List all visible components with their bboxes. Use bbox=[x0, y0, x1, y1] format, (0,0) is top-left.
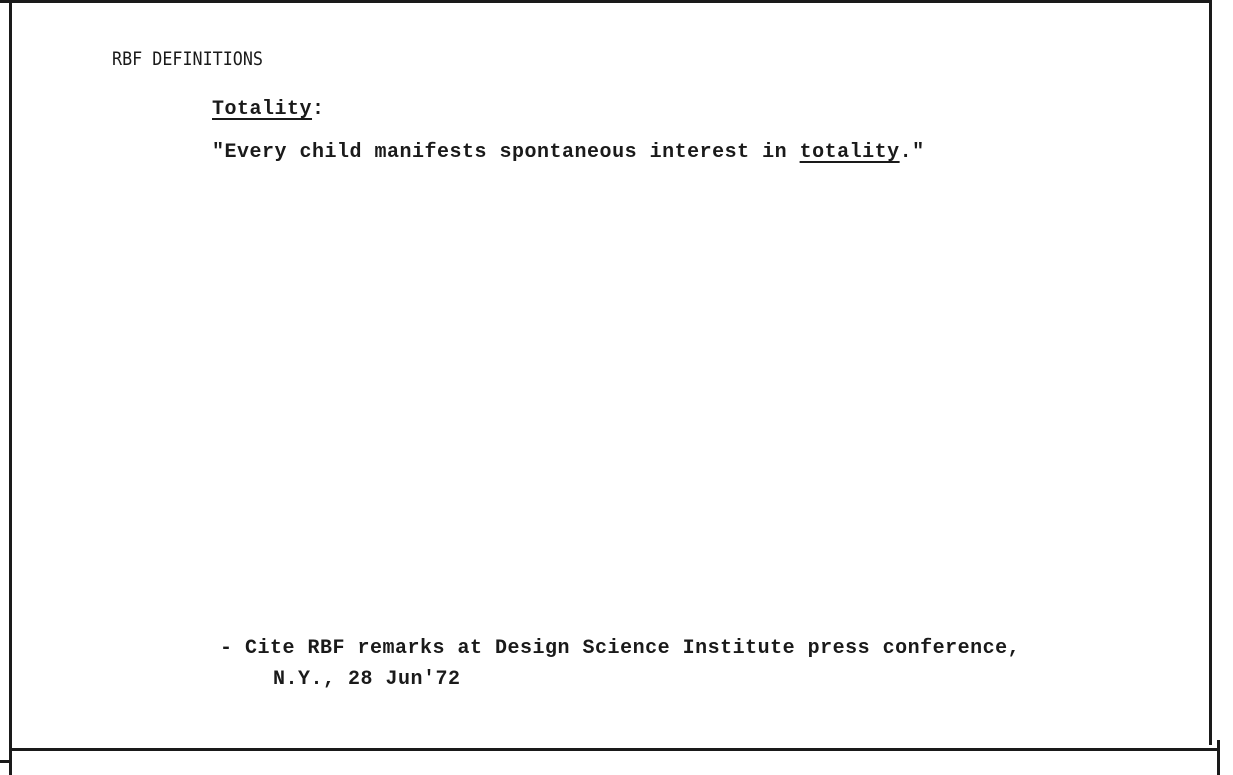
next-card-top-edge bbox=[0, 760, 12, 763]
citation-line-1: - Cite RBF remarks at Design Science Institute press conference, bbox=[220, 637, 1021, 660]
card-right-border bbox=[1209, 0, 1212, 745]
card-left-border bbox=[9, 0, 12, 775]
quote-before: "Every child manifests spontaneous interest in bbox=[212, 141, 800, 164]
citation-line-2: N.Y., 28 Jun'72 bbox=[273, 668, 461, 691]
next-card-right-border bbox=[1217, 740, 1220, 775]
quote-emphasis: totality bbox=[799, 141, 900, 164]
term-suffix: : bbox=[312, 98, 325, 121]
term-word: Totality bbox=[212, 98, 313, 121]
definition-quote bbox=[212, 141, 925, 164]
card-bottom-border bbox=[9, 748, 1220, 751]
card-top-border bbox=[0, 0, 1210, 3]
quote-after: ." bbox=[899, 141, 925, 164]
definition-term bbox=[212, 98, 325, 121]
card-heading: RBF DEFINITIONS bbox=[112, 48, 264, 70]
